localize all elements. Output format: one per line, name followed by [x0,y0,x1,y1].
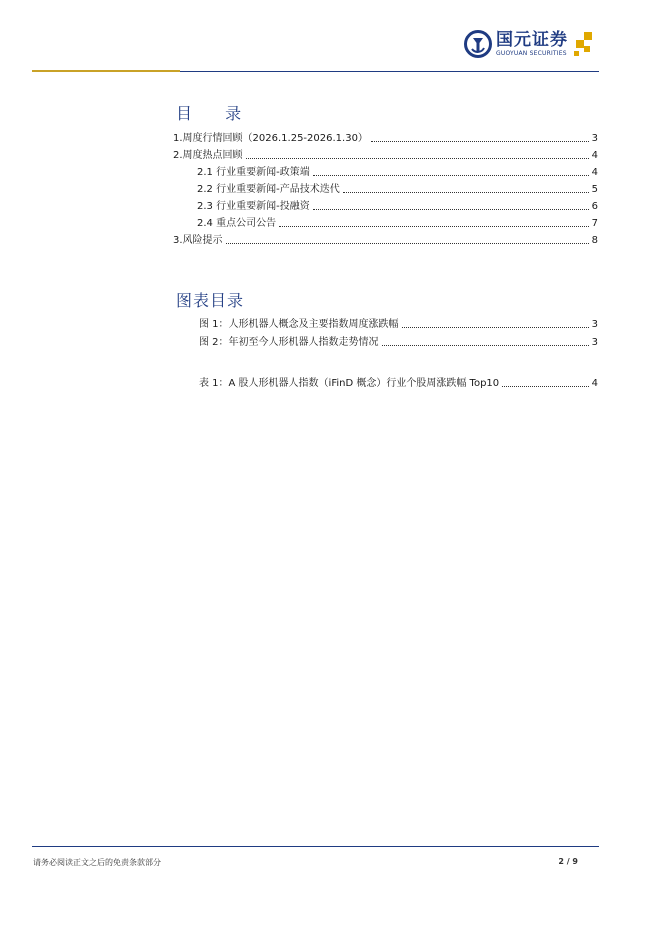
toc-item-page: 6 [591,201,598,212]
toc-item[interactable] [173,148,598,162]
toc-item[interactable] [197,182,598,196]
logo [464,30,594,58]
toc-item-page: 3 [591,133,598,144]
toc-item-label: 2.2 行业重要新闻-产品技术迭代 [197,184,340,195]
figures-title: 图表目录 [176,291,245,310]
logo-english-name: GUOYUAN SECURITIES [496,50,567,57]
toc-item-label: 1.周度行情回顾（2026.1.25-2026.1.30） [173,133,368,144]
footer-divider [32,846,599,847]
footer-disclaimer: 请务必阅读正文之后的免责条款部分 [33,858,161,867]
figure-item[interactable] [199,335,598,349]
figure-item-page: 3 [591,337,598,348]
toc-title: 目 录 [176,104,256,123]
leader-dots [371,141,589,142]
leader-dots [382,345,589,346]
guoyuan-logo-icon [464,30,492,58]
toc-item-page: 4 [591,167,598,178]
toc-item-label: 2.3 行业重要新闻-投融资 [197,201,310,212]
page-number: 2 / 9 [558,857,578,866]
figure-item-label: 图 2：年初至今人形机器人指数走势情况 [199,337,379,348]
toc-item[interactable] [173,233,598,247]
table-item-label: 表 1：A 股人形机器人指数（iFinD 概念）行业个股周涨跌幅 Top10 [199,378,500,389]
toc-item-label: 2.周度热点回顾 [173,150,243,161]
leader-dots [226,243,589,244]
toc-item-page: 7 [591,218,598,229]
leader-dots [279,226,589,227]
logo-chinese-name: 国元证券 [496,30,568,50]
figure-item-label: 图 1：人形机器人概念及主要指数周度涨跌幅 [199,319,399,330]
leader-dots [402,327,589,328]
leader-dots [313,209,589,210]
leader-dots [246,158,589,159]
toc-item[interactable] [197,165,598,179]
toc-item-label: 2.1 行业重要新闻-政策端 [197,167,310,178]
toc-item-label: 3.风险提示 [173,235,223,246]
toc-item[interactable] [197,199,598,213]
toc-item[interactable] [173,131,598,145]
leader-dots [502,386,588,387]
leader-dots [343,192,589,193]
toc-item-page: 5 [591,184,598,195]
table-item-page: 4 [591,378,598,389]
toc-item-page: 8 [591,235,598,246]
figure-item-page: 3 [591,319,598,330]
header-accent-bar [32,70,180,72]
toc-item-label: 2.4 重点公司公告 [197,218,277,229]
gold-squares-icon [572,30,594,58]
figure-item[interactable] [199,317,598,331]
leader-dots [313,175,589,176]
table-item[interactable] [199,376,598,390]
toc-item-page: 4 [591,150,598,161]
toc-item[interactable] [197,216,598,230]
